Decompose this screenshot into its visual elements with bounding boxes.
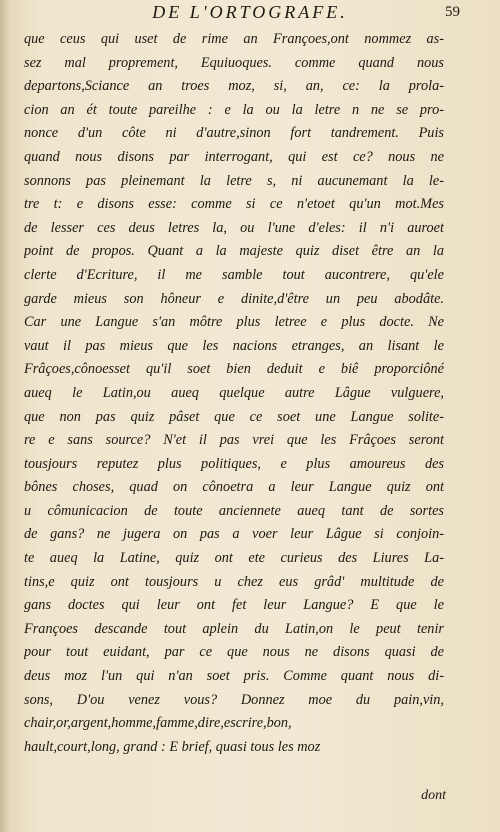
text-line: re e sans source? N'et il pas vrei que les Frâçoes seront	[24, 432, 444, 449]
text-line: tins,e quiz ont tousjours u chez eus grâd' multitude de	[24, 573, 444, 590]
text-line: de lesser ces deus letres la, ou l'une d'eles: il n'i auroet	[24, 219, 444, 236]
catchword: dont	[421, 788, 446, 803]
text-line: aueq le Latin,ou aueq quelque autre Lâgue vulguere,	[24, 384, 444, 401]
text-line: garde mieus son hôneur e dinite,d'être un peu abodâte.	[24, 290, 444, 307]
text-line: deus moz l'un qui n'an soet pris. Comme quant nous di-	[24, 668, 444, 685]
text-line: que non pas quiz pâset que ce soet une Langue solite-	[24, 408, 444, 425]
text-line: te aueq la Latine, quiz ont ete curieus des Liures La-	[24, 550, 444, 567]
gutter-shadow	[0, 0, 10, 832]
text-line: sonnons pas pleinemant la letre s, ni aucunemant la le-	[24, 172, 444, 189]
text-line: tre t: e disons esse: comme si ce n'etoet qu'un mot.Mes	[24, 196, 444, 213]
running-title: DE L'ORTOGRAFE.	[152, 2, 348, 22]
text-line: departons,Sciance an troes moz, si, an, ce: la prola-	[24, 78, 444, 95]
text-line: Françoes descande tout aplein du Latin,on le peut tenir	[24, 620, 444, 637]
text-line: nonce d'un côte ni d'autre,sinon fort tandrement. Puis	[24, 125, 444, 142]
text-line: bônes choses, quad on cônoetra a leur Langue quiz ont	[24, 479, 444, 496]
text-line: u cômunicacion de toute anciennete aueq tant de sortes	[24, 502, 444, 519]
text-line: vaut il pas mieus que les nacions etranges, an lisant le	[24, 337, 444, 354]
text-line: point de propos. Quant a la majeste quiz diset être an la	[24, 243, 444, 260]
text-line: gans doctes qui leur ont fet leur Langue? E que le	[24, 597, 444, 614]
text-line: hault,court,long, grand : E brief, quasi tous les moz	[24, 738, 321, 755]
text-line: sons, D'ou venez vous? Donnez moe du pain,vin,	[24, 691, 444, 708]
text-line: Frâçoes,cônoesset qu'il soet bien deduit e biê proporciôné	[24, 361, 444, 378]
text-line: cion an ét toute pareilhe : e la ou la letre n ne se pro-	[24, 101, 444, 118]
text-line: pour tout euidant, par ce que nous ne disons quasi de	[24, 644, 444, 661]
running-head	[0, 2, 500, 26]
body-text	[24, 28, 444, 759]
text-line: quand nous disons par interrogant, qui est ce? nous ne	[24, 148, 444, 165]
text-line: clerte d'Ecriture, il me samble tout aucontrere, qu'ele	[24, 266, 444, 283]
text-line: sez mal proprement, Equiuoques. comme quand nous	[24, 54, 444, 71]
text-line: que ceus qui uset de rime an Françoes,ont nommez as-	[24, 31, 444, 47]
text-line: tousjours reputez plus politiques, e plus amoureus des	[24, 455, 444, 472]
text-line: chair,or,argent,homme,famme,dire,escrire,bon,	[24, 715, 292, 732]
text-line: Car une Langue s'an môtre plus letree e plus docte. Ne	[24, 314, 444, 331]
page-number: 59	[445, 4, 460, 20]
text-line: de gans? ne jugera on pas a voer leur Lâgue si conjoin-	[24, 526, 444, 543]
